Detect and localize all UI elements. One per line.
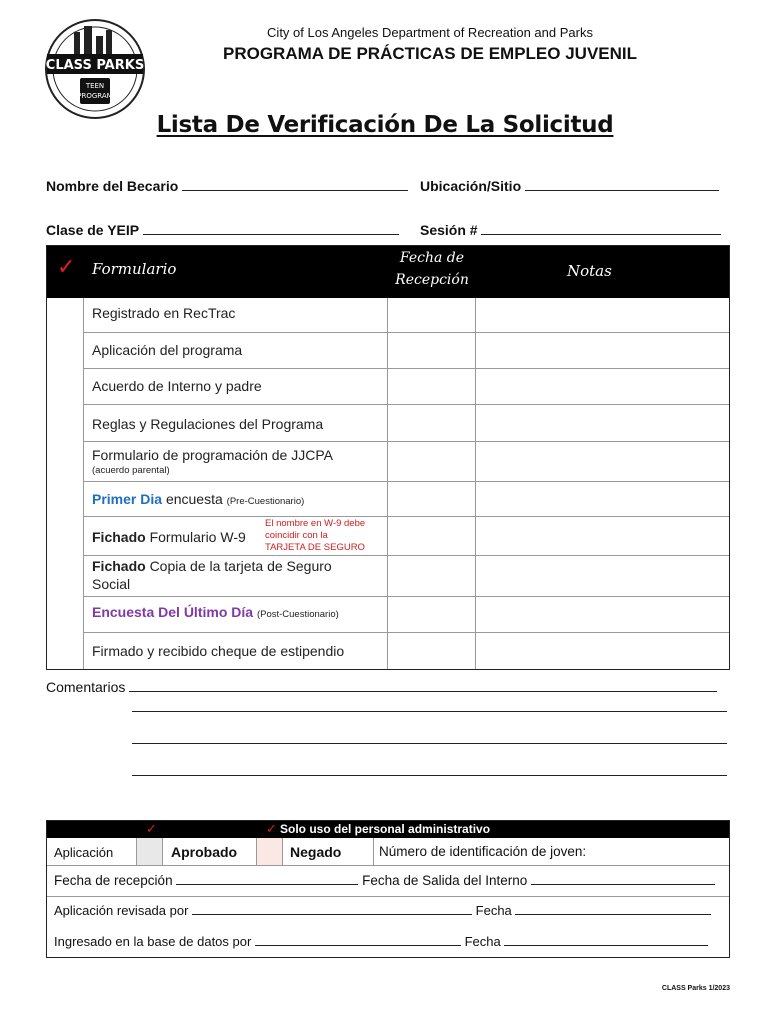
comentarios-line[interactable] [132, 743, 727, 744]
row-w9 [92, 529, 246, 545]
ingresado-fecha-line[interactable] [504, 933, 708, 946]
row-divider [83, 555, 729, 556]
row-seguro-social [92, 557, 332, 593]
comentarios-field[interactable] [46, 679, 717, 695]
ubicacion-label: Ubicación/Sitio [420, 178, 522, 194]
col-divider [475, 298, 476, 669]
admin-table [46, 820, 730, 958]
nombre-label: Nombre del Becario [46, 178, 179, 194]
seguro-text-2: Social [92, 576, 131, 592]
ingresado-line[interactable] [255, 933, 461, 946]
col-divider [83, 298, 84, 669]
sesion-field[interactable] [420, 222, 721, 238]
admin-check-icon-1: ✓ [146, 821, 157, 836]
revisada-fecha-line[interactable] [515, 902, 711, 915]
row-divider [83, 404, 729, 405]
row-primer-dia [92, 491, 304, 507]
fecha-salida-label: Fecha de Salida del Interno [362, 873, 528, 888]
fecha-recepcion-label: Fecha de recepción [54, 873, 173, 888]
row-reglas: Reglas y Regulaciones del Programa [92, 416, 324, 432]
ingresado-field[interactable] [54, 933, 708, 949]
negado-checkbox[interactable] [256, 838, 283, 865]
col-fecha-1: Fecha de [399, 250, 465, 266]
aplicacion-label: Aplicación [54, 845, 114, 860]
fecha-salida-line[interactable] [531, 872, 715, 885]
revisada-field[interactable] [54, 902, 711, 918]
ubicacion-line[interactable] [525, 178, 719, 191]
admin-header: Solo uso del personal administrativo [280, 822, 491, 836]
primer-dia-small: (Pre-Cuestionario) [226, 496, 305, 507]
w9-note [265, 518, 365, 554]
program-name: PROGRAMA DE PRÁCTICAS DE EMPLEO JUVENIL [222, 44, 638, 63]
revisada-line[interactable] [192, 902, 472, 915]
row-ultimo-dia [92, 604, 339, 620]
comentarios-label: Comentarios [46, 679, 126, 695]
primer-dia-label: Primer Dia [92, 491, 163, 507]
checklist-header [47, 246, 729, 298]
w9-note-3: TARJETA DE SEGURO [265, 542, 365, 553]
comentarios-line[interactable] [129, 679, 717, 692]
org-name: City of Los Angeles Department of Recreation and Parks [267, 25, 593, 40]
nombre-field[interactable] [46, 178, 408, 194]
ingresado-fecha-label: Fecha [464, 934, 501, 949]
row-jjcpa: Formulario de programación de JJCPA [92, 447, 333, 463]
row-divider [83, 516, 729, 517]
row-divider [83, 441, 729, 442]
ubicacion-field[interactable] [420, 178, 719, 194]
row-divider [83, 596, 729, 597]
ingresado-label: Ingresado en la base de datos por [54, 934, 252, 949]
ultimo-dia-label: Encuesta Del Último Día [92, 604, 254, 620]
col-fecha-2: Recepción [395, 272, 469, 288]
w9-bold: Fichado [92, 529, 146, 545]
fecha-recepcion-line[interactable] [176, 872, 358, 885]
aprobado-label: Aprobado [171, 844, 238, 860]
w9-note-1: El nombre en W-9 debe [265, 518, 366, 529]
comentarios-line[interactable] [132, 775, 727, 776]
seguro-bold: Fichado [92, 558, 146, 574]
fecha-recepcion-field[interactable] [54, 872, 715, 888]
clase-line[interactable] [143, 222, 399, 235]
logo-text-program: PROGRAM [77, 92, 113, 100]
clase-label: Clase de YEIP [46, 222, 139, 238]
ultimo-dia-small: (Post-Cuestionario) [256, 609, 339, 620]
row-estipendio: Firmado y recibido cheque de estipendio [92, 643, 345, 659]
col-notas: Notas [567, 262, 612, 280]
w9-text: Formulario W-9 [149, 529, 246, 545]
sesion-line[interactable] [481, 222, 721, 235]
admin-check-icon-2: ✓ [266, 821, 277, 836]
col-formulario: Formulario [92, 260, 177, 278]
comentarios-line[interactable] [132, 711, 727, 712]
check-icon: ✓ [57, 254, 76, 279]
w9-note-2: coincidir con la [265, 530, 328, 541]
row-divider [47, 865, 729, 866]
checklist-table [46, 245, 730, 670]
row-jjcpa-sub: (acuerdo parental) [92, 465, 170, 476]
row-aplicacion: Aplicación del programa [92, 342, 243, 358]
revisada-fecha-label: Fecha [475, 903, 512, 918]
row-acuerdo: Acuerdo de Interno y padre [92, 378, 262, 394]
footer-version: CLASS Parks 1/2023 [661, 985, 730, 992]
row-divider [83, 632, 729, 633]
logo-text-teen: TEEN [85, 82, 105, 90]
numero-label: Número de identificación de joven: [379, 844, 587, 859]
row-divider [83, 368, 729, 369]
row-divider [83, 332, 729, 333]
class-parks-logo [44, 18, 146, 120]
cell-divider [373, 838, 374, 865]
row-rectrac: Registrado en RecTrac [92, 305, 236, 321]
page-title: Lista De Verificación De La Solicitud [156, 112, 614, 138]
clase-field[interactable] [46, 222, 399, 238]
col-divider [387, 298, 388, 669]
logo-text-main: CLASS PARKS [45, 58, 145, 73]
primer-dia-text: encuesta [165, 491, 223, 507]
aprobado-checkbox[interactable] [136, 838, 163, 865]
sesion-label: Sesión # [420, 222, 478, 238]
revisada-label: Aplicación revisada por [54, 903, 189, 918]
row-divider [83, 481, 729, 482]
row-divider [47, 896, 729, 897]
seguro-text-1: Copia de la tarjeta de Seguro [149, 558, 332, 574]
negado-label: Negado [290, 844, 342, 860]
nombre-line[interactable] [182, 178, 408, 191]
